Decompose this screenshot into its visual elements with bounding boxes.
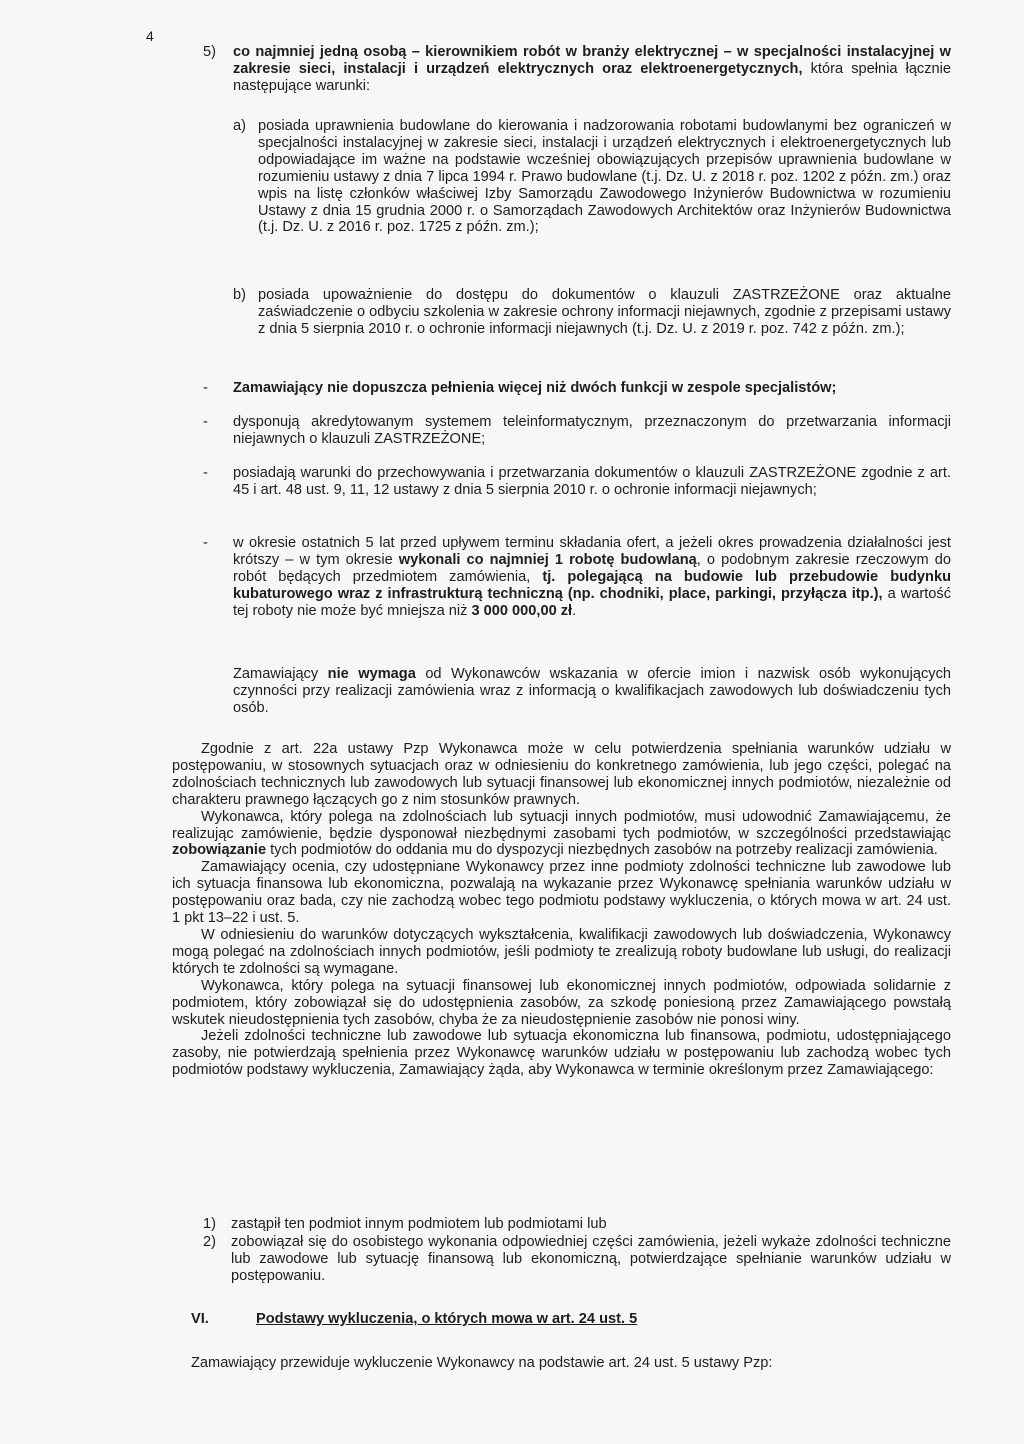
item-5b-label: b) [233, 287, 246, 303]
section-vi-number: VI. [191, 1311, 209, 1327]
dash-item-4-bold-2: tj. polegającą na budowie lub przebudowie budynku kubaturowego wraz z infrastrukturą techniczną (np. chodniki, place, parkingi, przyłącza itp.), [233, 568, 951, 602]
paragraph-zobowiazanie [172, 809, 951, 860]
dash-marker: - [203, 535, 208, 551]
list-1-label: 1) [203, 1216, 216, 1232]
dash-marker: - [203, 380, 208, 396]
nie-wymaga-paragraph [233, 666, 951, 717]
section-vi-title: Podstawy wykluczenia, o których mowa w art. 24 ust. 5 [256, 1311, 638, 1327]
dash-marker: - [203, 465, 208, 481]
paragraph-jezeli: Jeżeli zdolności techniczne lub zawodowe lub sytuacja ekonomiczna lub finansowa, podmiotu, udostępniającego zasoby, nie potwierdzają spełnienia przez Wykonawcę warunków udziału w postępowaniu lub zachodzą wobec tych podmiotów podstawy wykluczenia, Zamawiający żąda, aby Wykonawca w terminie określonym przez Zamawiającego: [172, 1028, 951, 1079]
paragraph-ocena: Zamawiający ocenia, czy udostępniane Wykonawcy przez inne podmioty zdolności techniczne lub zawodowe lub ich sytuacja finansowa lub ekonomiczna, pozwalają na wykazanie przez Wykonawcę spełniania warunków udziału w postępowaniu oraz bada, czy nie zachodzą wobec tego podmiotu podstawy wykluczenia, o których mowa w art. 24 ust. 1 pkt 13–22 i ust. 5. [172, 859, 951, 927]
item-5a-text: posiada uprawnienia budowlane do kierowania i nadzorowania robotami budowlanymi bez ograniczeń w specjalności instalacyjnej w zakresie sieci, instalacji i urządzeń elektrycznych i elektroenergetycznych lub odpowiadające im ważne na podstawie wcześniej obowiązujących przepisów uprawnienia budowlane w rozumieniu ustawy z dnia 7 lipca 1994 r. Prawo budowlane (t.j. Dz. U. z 2018 r. poz. 1202 z późn. zm.) oraz wpis na listę członków właściwej Izby Samorządu Zawodowego Inżynierów Budownictwa w rozumieniu Ustawy z dnia 15 grudnia 2000 r. o Samorządach Zawodowych Architektów oraz Inżynierów Budownictwa (t.j. Dz. U. z 2016 r. poz. 1725 z późn. zm.); [258, 118, 951, 236]
item-5-text [233, 44, 951, 95]
nie-wymaga-text-1: Zamawiający [233, 666, 328, 682]
nie-wymaga-bold: nie wymaga [327, 666, 416, 682]
paragraph-art-22a: Zgodnie z art. 22a ustawy Pzp Wykonawca może w celu potwierdzenia spełniania warunków udziału w postępowaniu, w stosownych sytuacjach oraz w odniesieniu do konkretnego zamówienia, lub jego części, polegać na zdolnościach technicznych lub zawodowych lub sytuacji finansowej lub ekonomicznej innych podmiotów, niezależnie od charakteru prawnego łączących go z nim stosunków prawnych. [172, 741, 951, 808]
paragraph-solidarnie: Wykonawca, który polega na sytuacji finansowej lub ekonomicznej innych podmiotów, odpowiada solidarnie z podmiotem, który zobowiązał się do udostępnienia zasobów, za szkodę poniesioną przez Zamawiającego powstałą wskutek nieudostępnienia tych zasobów, chyba że za nieudostępnienie zasobów nie ponosi winy. [172, 977, 951, 1028]
paragraph-wyksztalcenie: W odniesieniu do warunków dotyczących wykształcenia, kwalifikacji zawodowych lub doświadczenia, Wykonawcy mogą polegać na zdolnościach innych podmiotów, jeśli podmioty te zrealizują roboty budowlane lub usługi, do realizacji których te zdolności są wymagane. [172, 926, 951, 977]
dash-item-1-bold: Zamawiający nie dopuszcza pełnienia więcej niż dwóch funkcji w zespole specjalistów; [233, 380, 837, 396]
paragraph-zobowiazanie-bold: zobowiązanie [172, 842, 267, 859]
list-1-text: zastąpił ten podmiot innym podmiotem lub podmiotami lub [231, 1216, 607, 1232]
dash-item-4-bold-1: wykonali co najmniej 1 robotę budowlaną [398, 551, 697, 568]
dash-item-4-text-1: w okresie ostatnich 5 lat przed upływem terminu składania ofert, a jeżeli okres prowadzenia działalności jest krótszy – w tym okresie [233, 535, 951, 568]
dash-item-2: dysponują akredytowanym systemem teleinformatycznym, przeznaczonym do przetwarzania informacji niejawnych o klauzuli ZASTRZEŻONE; [233, 414, 951, 447]
item-5-bold: co najmniej jedną osobą – kierownikiem robót w branży elektrycznej – w specjalności instalacyjnej w zakresie sieci, instalacji i urządzeń elektrycznych oraz elektroenergetycznych, [233, 44, 951, 77]
item-5-tail: która spełnia łącznie następujące warunki: [233, 60, 951, 94]
page-number: 4 [146, 28, 154, 44]
list-2-label: 2) [203, 1234, 216, 1250]
item-5a-label: a) [233, 118, 246, 134]
list-2-text: zobowiązał się do osobistego wykonania odpowiedniej części zamówienia, jeżeli wykaże zdolności techniczne lub zawodowe lub sytuację finansową lub ekonomiczną, potwierdzające spełnianie warunków udziału w postępowaniu. [231, 1234, 951, 1284]
dash-item-4 [233, 535, 951, 620]
dash-item-4-text-2: , o podobnym zakresie rzeczowym do robót będących przedmiotem zamówienia, [233, 551, 952, 585]
dash-item-4-text-3: a wartość tej roboty nie może być mniejsza niż [233, 585, 951, 619]
dash-item-1 [233, 380, 951, 397]
dash-item-4-text-4: . [572, 602, 577, 619]
paragraph-zobowiazanie-text-1: Wykonawca, który polega na zdolnościach lub sytuacji innych podmiotów, musi udowodnić Zamawiającemu, że realizując zamówienie, będzie dysponował niezbędnymi zasobami tych podmiotów, w szczególności przedstawiając [172, 808, 951, 842]
paragraph-zobowiazanie-text-2: tych podmiotów do oddania mu do dyspozycji niezbędnych zasobów na potrzeby realizacji zamówienia. [266, 842, 938, 859]
nie-wymaga-text-2: od Wykonawców wskazania w ofercie imion i nazwisk osób wykonujących czynności przy realizacji zamówienia wraz z informacją o kwalifikacjach zawodowych lub doświadczeniu tych osób. [233, 666, 952, 716]
item-5-label: 5) [203, 44, 216, 60]
dash-item-3: posiadają warunki do przechowywania i przetwarzania dokumentów o klauzuli ZASTRZEŻONE zgodnie z art. 45 i art. 48 ust. 9, 11, 12 ustawy z dnia 5 sierpnia 2010 r. o ochronie informacji niejawnych; [233, 465, 951, 498]
body-paragraphs [172, 741, 951, 1079]
dash-marker: - [203, 414, 208, 430]
dash-item-4-bold-3: 3 000 000,00 zł [471, 602, 573, 619]
item-5b-text: posiada upoważnienie do dostępu do dokumentów o klauzuli ZASTRZEŻONE oraz aktualne zaświadczenie o odbyciu szkolenia w zakresie ochrony informacji niejawnych, zgodnie z przepisami ustawy z dnia 5 sierpnia 2010 r. o ochronie informacji niejawnych (t.j. Dz. U. z 2019 r. poz. 742 z późn. zm.); [258, 287, 951, 337]
section-vi-text: Zamawiający przewiduje wykluczenie Wykonawcy na podstawie art. 24 ust. 5 ustawy Pzp: [191, 1355, 773, 1371]
